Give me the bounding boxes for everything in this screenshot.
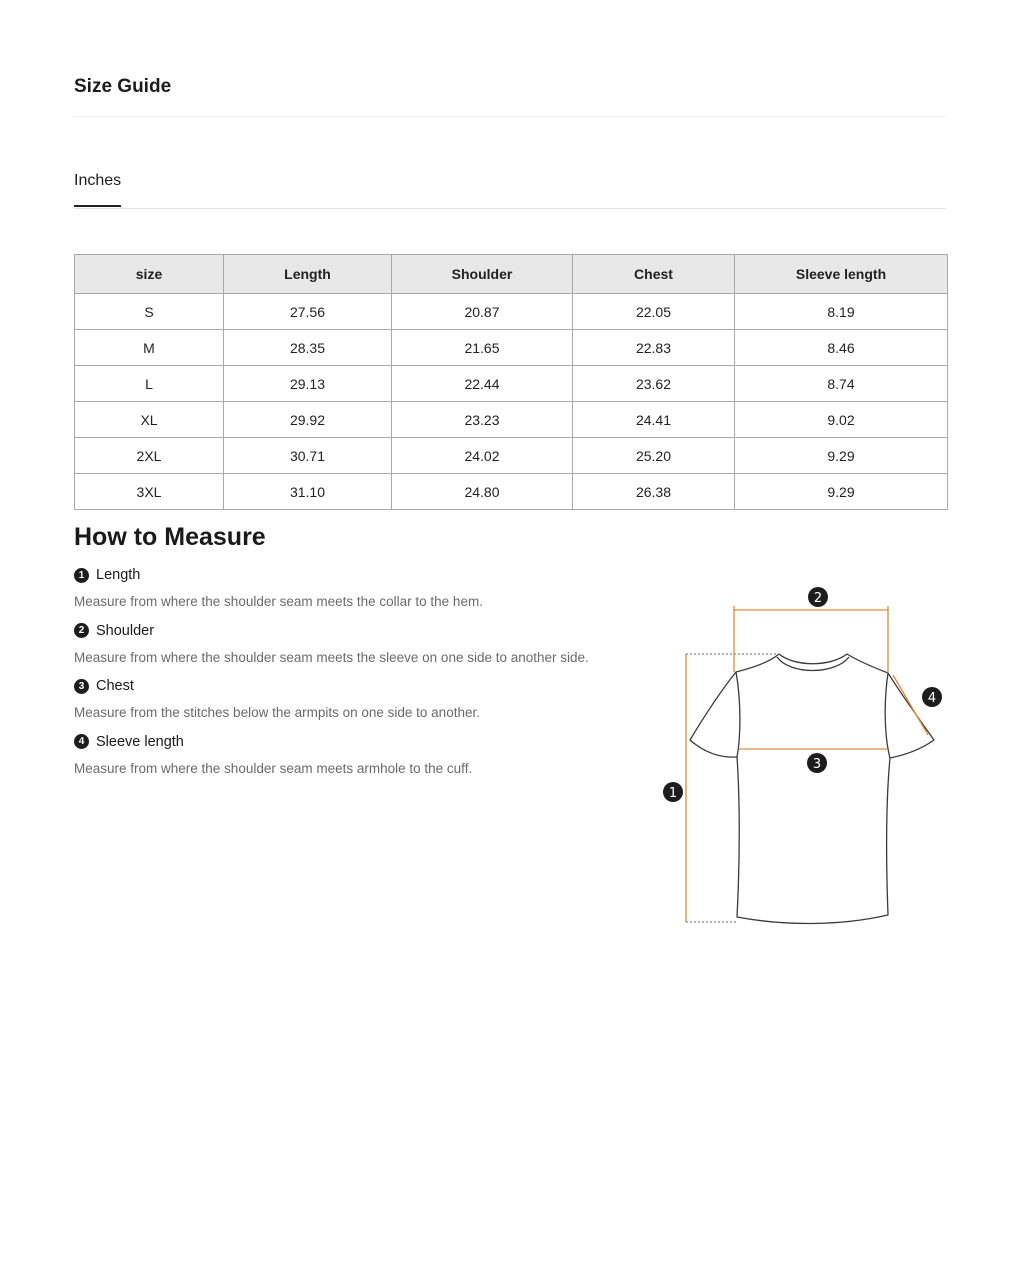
cell-size: L (75, 366, 224, 402)
cell-size: 3XL (75, 474, 224, 510)
cell-shoulder: 24.02 (392, 438, 573, 474)
step-number-badge: 4 (74, 734, 89, 749)
cell-length: 29.13 (224, 366, 392, 402)
column-header-chest: Chest (573, 255, 735, 294)
step-description: Measure from the stitches below the armpits on one side to another. (74, 705, 480, 721)
cell-shoulder: 20.87 (392, 294, 573, 330)
cell-length: 27.56 (224, 294, 392, 330)
cell-shoulder: 22.44 (392, 366, 573, 402)
svg-text:4: 4 (927, 691, 937, 706)
cell-chest: 24.41 (573, 402, 735, 438)
svg-text:2: 2 (813, 591, 823, 606)
cell-sleeve-length: 8.74 (735, 366, 948, 402)
cell-sleeve-length: 8.19 (735, 294, 948, 330)
cell-chest: 25.20 (573, 438, 735, 474)
cell-sleeve-length: 9.29 (735, 438, 948, 474)
step-label: Chest (96, 678, 134, 695)
column-header-size: size (75, 255, 224, 294)
marker-1 (663, 782, 683, 802)
marker-3 (807, 753, 827, 773)
cell-shoulder: 23.23 (392, 402, 573, 438)
cell-length: 29.92 (224, 402, 392, 438)
step-label: Shoulder (96, 622, 155, 639)
cell-size: 2XL (75, 438, 224, 474)
cell-sleeve-length: 9.02 (735, 402, 948, 438)
cell-size: M (75, 330, 224, 366)
step-description: Measure from where the shoulder seam meets armhole to the cuff. (74, 760, 473, 776)
cell-shoulder: 21.65 (392, 330, 573, 366)
svg-text:3: 3 (812, 757, 822, 772)
how-to-measure-title: How to Measure (74, 523, 266, 551)
step-number-badge: 3 (74, 679, 89, 694)
marker-2 (808, 587, 828, 607)
step-description: Measure from where the shoulder seam meets the collar to the hem. (74, 594, 483, 609)
cell-length: 31.10 (224, 474, 392, 510)
cell-shoulder: 24.80 (392, 474, 573, 510)
page-title: Size Guide (74, 76, 172, 97)
column-header-sleeve-length: Sleeve length (735, 255, 948, 294)
cell-chest: 26.38 (573, 474, 735, 510)
step-label: Sleeve length (96, 733, 184, 750)
cell-chest: 22.83 (573, 330, 735, 366)
cell-sleeve-length: 9.29 (735, 474, 948, 510)
marker-4 (922, 687, 942, 707)
svg-text:1: 1 (668, 786, 678, 801)
tshirt-outline-icon (690, 654, 937, 924)
cell-length: 28.35 (224, 330, 392, 366)
step-number-badge: 1 (74, 568, 89, 583)
measurement-lines (686, 606, 928, 922)
tab-inches[interactable]: Inches (74, 172, 121, 207)
cell-size: XL (75, 402, 224, 438)
step-description: Measure from where the shoulder seam meets the sleeve on one side to another side. (74, 649, 589, 665)
column-header-length: Length (224, 255, 392, 294)
cell-chest: 22.05 (573, 294, 735, 330)
step-number-badge: 2 (74, 623, 89, 638)
step-label: Length (96, 567, 141, 583)
column-header-shoulder: Shoulder (392, 255, 573, 294)
cell-length: 30.71 (224, 438, 392, 474)
cell-sleeve-length: 8.46 (735, 330, 948, 366)
cell-size: S (75, 294, 224, 330)
cell-chest: 23.62 (573, 366, 735, 402)
